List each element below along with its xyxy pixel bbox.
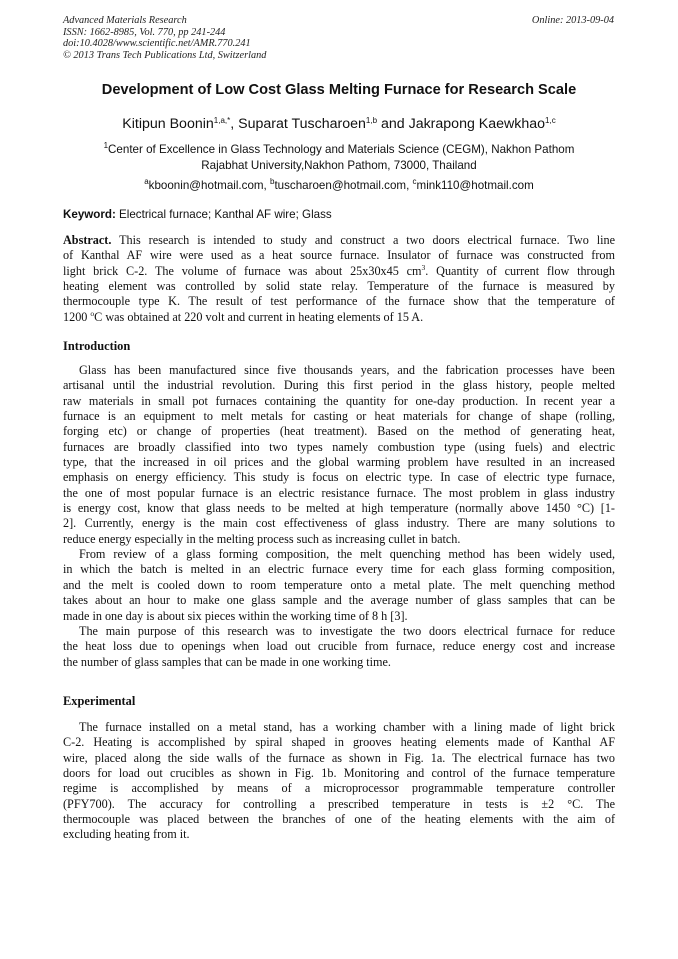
email-link[interactable]: kboonin@hotmail.com,	[148, 179, 270, 192]
intro-line: the one of most popular furnace is an electric resistance furnace. The most problem in glass industry	[63, 485, 615, 500]
abstract-line: heating element was controlled by solid state relay. Temperature of the furnace is measured by	[63, 279, 615, 294]
abstract-text: light brick C-2. The volume of furnace was about 25x30x45 cm	[63, 263, 422, 278]
online-date: Online: 2013-09-04	[531, 15, 614, 26]
keywords-text: Electrical furnace; Kanthal AF wire; Glass	[115, 208, 332, 221]
journal-name: Advanced Materials Research	[63, 15, 187, 26]
doi-line: doi:10.4028/www.scientific.net/AMR.770.241	[63, 38, 251, 49]
author-affil-sup: 1,c	[545, 116, 556, 125]
intro-line: is energy cost, know that glass needs to be melted at high temperature (normally above 1450 °C) [1-	[63, 501, 615, 516]
exp-line: C-2. Heating is accomplished by spiral shaped in grooves heating elements made of Kanthal AF	[63, 735, 615, 750]
abstract-text: C was obtained at 220 volt and current in heating elements of 15 A.	[94, 309, 424, 324]
exp-line: thermocouple was placed between the branches of one of the heating elements with the aim of	[63, 812, 615, 827]
intro-line: the number of glass samples that can be made in one working time.	[63, 654, 391, 669]
copyright-line: © 2013 Trans Tech Publications Ltd, Switzerland	[63, 49, 267, 61]
intro-line: made in one day is about six pieces within the working time of 8 h [3].	[63, 608, 408, 623]
exp-line: wire, placed along the side walls of the furnace as shown in Fig. 1a. The electrical furnace has two	[63, 750, 615, 765]
section-heading-experimental: Experimental	[63, 694, 136, 708]
exp-line: (PFY700). The accuracy for controlling a prescribed temperature in tests is ±2 °C. The	[63, 796, 615, 811]
abstract-line: of Kanthal AF wire were used as a heat source furnace. Insulator of furnace was constructed from	[63, 248, 615, 263]
intro-line: 2]. Currently, energy is the main cost effectiveness of glass industry. There are many solutions to	[63, 516, 615, 531]
abstract-sup: o	[90, 308, 95, 318]
abstract-text: 1200	[63, 309, 91, 324]
affiliation-line-1: Center of Excellence in Glass Technology and Materials Science (CEGM), Nakhon Pathom	[108, 143, 575, 156]
intro-line: takes about an hour to make one glass sample and the average number of glass samples that can be	[63, 593, 615, 608]
author-separator: ,	[230, 116, 239, 132]
intro-line: artisanal until the industrial revolution. During this first period in the glass history, people melted	[63, 378, 615, 393]
intro-line: forging etc) or change of properties (heat treatment). Based on the method of generating heat,	[63, 424, 615, 439]
exp-line: regime is accomplished by means of a microprocessor programmable temperature controller	[63, 781, 615, 796]
intro-line: raw materials in small pot furnaces containing the quantity for one-day production. In recent year a	[63, 393, 615, 408]
abstract-line	[63, 264, 615, 279]
intro-line: furnace is an equipment to melt metals for casting or heat materials for change of shape (rolling,	[63, 409, 615, 424]
email-link[interactable]: tuscharoen@hotmail.com,	[274, 179, 413, 192]
email-sup: c	[412, 177, 417, 186]
author-list	[40, 115, 638, 133]
exp-line: doors for load out crucibles as shown in Fig. 1b. Monitoring and control of the furnace temperature	[63, 766, 615, 781]
intro-line: From review of a glass forming composition, the melt quenching method has been widely used,	[79, 547, 615, 562]
abstract-text: . Quantity of current flow through	[425, 263, 615, 278]
intro-line: furnaces are broadly classified into two types namely combustion type (using fuels) and electric	[63, 439, 615, 454]
intro-line: The main purpose of this research was to investigate the two doors electrical furnace for reduce	[79, 623, 615, 638]
introduction-body	[63, 363, 615, 670]
intro-line: in which the batch is melted in an electric furnace every time for each glass forming composition,	[63, 562, 615, 577]
author-name: Suparat Tuscharoen	[238, 116, 366, 132]
journal-header	[63, 15, 266, 61]
intro-line: type, that the increased in oil prices and the global warming problem have resulted in an increased	[63, 455, 615, 470]
email-sup: b	[270, 177, 275, 186]
intro-line: the heat loss due to openings when load out crucible from furnace, reduce energy cost and increase	[63, 639, 615, 654]
paper-title: Development of Low Cost Glass Melting Furnace for Research Scale	[101, 82, 577, 98]
abstract-sup: 3	[421, 262, 426, 272]
abstract-line	[63, 310, 615, 325]
intro-line: and the melt is cooled down to room temperature onto a metal plate. The melt quenching method	[63, 577, 615, 592]
abstract-text: This research is intended to study and construct a two doors electrical furnace. Two line	[111, 233, 615, 247]
abstract-line	[63, 233, 615, 248]
author-affil-sup: 1,a,*	[213, 116, 231, 125]
issn-line: ISSN: 1662-8985, Vol. 770, pp 241-244	[63, 26, 226, 38]
experimental-body	[63, 720, 615, 843]
abstract	[63, 233, 615, 325]
intro-line: Glass has been manufactured since five thousands years, and the fabrication processes have been	[79, 363, 615, 377]
intro-line: emphasis on energy efficiency. This study is focus on electric type. In case of electric type furnace,	[63, 470, 615, 485]
affiliation-line-2: Rajabhat University,Nakhon Pathom, 73000, Thailand	[201, 159, 477, 172]
exp-line: The furnace installed on a metal stand, has a working chamber with a lining made of light brick	[79, 720, 615, 734]
abstract-label: Abstract.	[63, 233, 112, 247]
abstract-line: thermocouple type K. The result of test performance of the furnace show that the temperature of	[63, 294, 615, 309]
affiliation	[60, 142, 618, 174]
affiliation-sup: 1	[103, 141, 109, 150]
email-sup: a	[144, 177, 149, 186]
intro-line: reduce energy especially in the melting process such as increasing cullet in batch.	[63, 531, 461, 546]
section-heading-introduction: Introduction	[63, 339, 131, 353]
exp-line: excluding heating from it.	[63, 827, 190, 842]
author-affil-sup: 1,b	[365, 116, 378, 125]
author-separator: and	[377, 116, 409, 132]
keywords-label: Keyword:	[63, 208, 116, 221]
author-name: Kitipun Boonin	[122, 116, 214, 132]
author-emails	[40, 178, 638, 194]
email-link[interactable]: mink110@hotmail.com	[416, 179, 534, 192]
keywords	[63, 207, 332, 222]
author-name: Jakrapong Kaewkhao	[408, 116, 546, 132]
